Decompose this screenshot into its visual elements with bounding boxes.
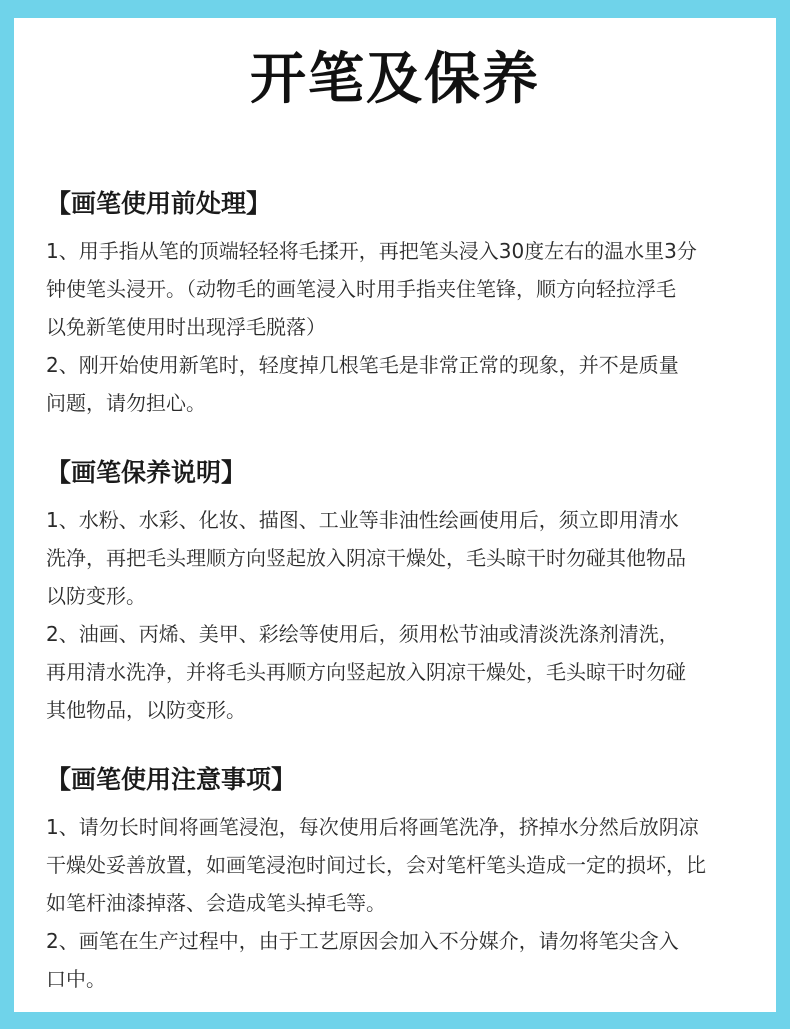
section-heading: 【画笔保养说明】	[46, 458, 247, 487]
section-heading: 【画笔使用注意事项】	[46, 765, 297, 794]
section-pre-use	[46, 186, 758, 422]
paragraph: 1、请勿长时间将画笔浸泡，每次使用后将画笔洗净，挤掉水分然后放阴凉 干燥处妥善放置，如画笔浸泡时间过长，会对笔杆笔头造成一定的损坏，比 如笔杆油漆掉落、会造成笔头掉毛等。	[46, 815, 706, 915]
section-precautions	[46, 762, 758, 998]
paragraph: 1、水粉、水彩、化妆、描图、工业等非油性绘画使用后，须立即用清水 洗净，再把毛头理顺方向竖起放入阴凉干燥处，毛头晾干时勿碰其他物品 以防变形。	[46, 508, 686, 608]
paragraph: 1、用手指从笔的顶端轻轻将毛揉开，再把笔头浸入30度左右的温水里3分 钟使笔头浸开。（动物毛的画笔浸入时用手指夹住笔锋，顺方向轻拉浮毛 以免新笔使用时出现浮毛脱落）	[46, 239, 697, 339]
section-maintenance	[46, 455, 758, 729]
content-panel	[14, 18, 776, 1012]
paragraph: 2、刚开始使用新笔时，轻度掉几根笔毛是非常正常的现象，并不是质量 问题，请勿担心。	[46, 353, 679, 415]
section-heading: 【画笔使用前处理】	[46, 189, 272, 218]
paragraph: 2、画笔在生产过程中，由于工艺原因会加入不分媒介，请勿将笔尖含入 口中。	[46, 929, 679, 991]
paragraph: 2、油画、丙烯、美甲、彩绘等使用后，须用松节油或清淡洗涤剂清洗， 再用清水洗净，并将毛头再顺方向竖起放入阴凉干燥处，毛头晾干时勿碰 其他物品，以防变形。	[46, 622, 686, 722]
page-title: 开笔及保养	[250, 47, 540, 112]
